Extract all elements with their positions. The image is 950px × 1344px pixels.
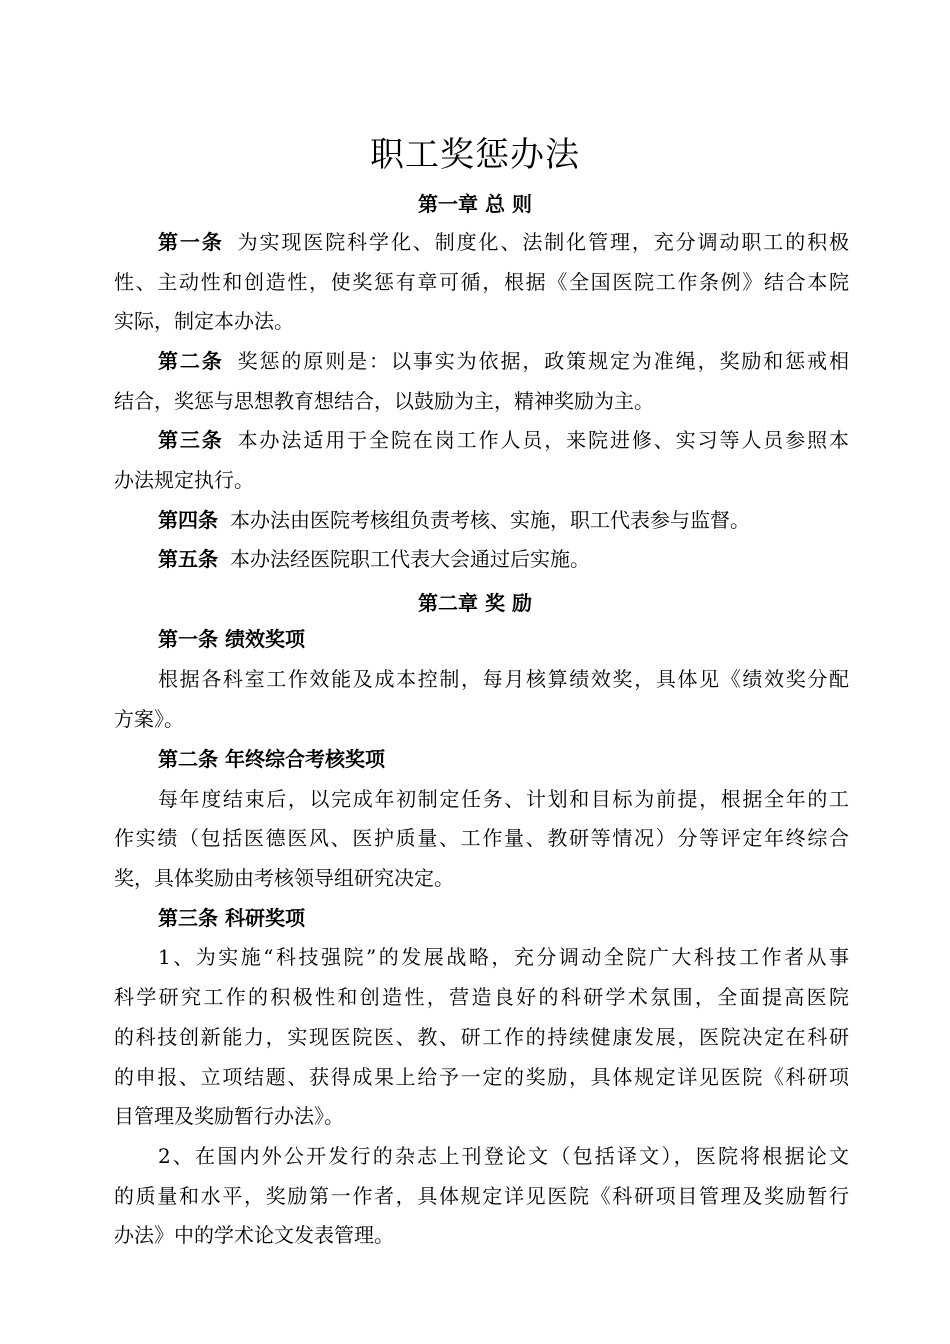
reward-1-line-2: 方案》。 <box>114 707 184 731</box>
reward-2-line-2: 作实绩（包括医德医风、医护质量、工作量、教研等情况）分等评定年终综合 <box>114 826 849 850</box>
reward-3-para-1-line-4: 的申报、立项结题、获得成果上给予一定的奖励，具体规定详见医院《科研项 <box>114 1065 849 1089</box>
reward-3-para-1-line-3: 的科技创新能力，实现医院医、教、研工作的持续健康发展，医院决定在科研 <box>114 1025 849 1049</box>
article-2-text: 奖惩的原则是：以事实为依据，政策规定为准绳，奖励和惩戒相 <box>235 349 850 373</box>
reward-3-para-2-line-1: 2、在国内外公开发行的杂志上刊登论文（包括译文），医院将根据论文 <box>158 1144 849 1168</box>
reward-3-para-1-line-1: 1、为实施“科技强院”的发展战略，充分调动全院广大科技工作者从事 <box>158 945 849 969</box>
article-2-line-1 <box>158 347 849 375</box>
reward-2-line-3: 奖，具体奖励由考核领导组研究决定。 <box>114 866 454 890</box>
article-4-label: 第四条 <box>158 508 218 532</box>
article-1-label: 第一条 <box>158 230 224 254</box>
article-4-line-1 <box>158 506 849 534</box>
document-title: 职工奖惩办法 <box>370 135 580 175</box>
reward-1-line-1: 根据各科室工作效能及成本控制，每月核算绩效奖，具体见《绩效奖分配 <box>158 667 849 691</box>
article-3-line-2: 办法规定执行。 <box>114 468 254 492</box>
article-4-text: 本办法由医院考核组负责考核、实施，职工代表参与监督。 <box>230 508 750 532</box>
chapter-1-heading: 第一章 总 则 <box>418 192 532 216</box>
reward-3-para-1-line-2: 科学研究工作的积极性和创造性，营造良好的科研学术氛围，全面提高医院 <box>114 985 849 1009</box>
reward-3-para-2-line-3: 办法》中的学术论文发表管理。 <box>114 1223 394 1247</box>
chapter-2-heading: 第二章 奖 励 <box>418 591 532 615</box>
article-1-line-2: 性、主动性和创造性，使奖惩有章可循，根据《全国医院工作条例》结合本院 <box>114 270 849 294</box>
article-1-line-1 <box>158 228 849 256</box>
article-2-label: 第二条 <box>158 349 224 373</box>
reward-1-heading: 第一条 绩效奖项 <box>158 627 305 651</box>
reward-3-heading: 第三条 科研奖项 <box>158 906 305 930</box>
article-3-label: 第三条 <box>158 428 224 452</box>
reward-2-line-1: 每年度结束后，以完成年初制定任务、计划和目标为前提，根据全年的工 <box>158 787 849 811</box>
article-5-text: 本办法经医院职工代表大会通过后实施。 <box>230 547 590 571</box>
article-2-line-2: 结合，奖惩与思想教育想结合，以鼓励为主，精神奖励为主。 <box>114 389 654 413</box>
reward-2-heading: 第二条 年终综合考核奖项 <box>158 747 385 771</box>
reward-3-para-2-line-2: 的质量和水平，奖励第一作者，具体规定详见医院《科研项目管理及奖励暂行 <box>114 1184 849 1208</box>
article-1-text: 为实现医院科学化、制度化、法制化管理，充分调动职工的积极 <box>235 230 850 254</box>
article-5-line-1 <box>158 545 849 573</box>
article-3-text: 本办法适用于全院在岗工作人员，来院进修、实习等人员参照本 <box>235 428 850 452</box>
article-1-line-3: 实际，制定本办法。 <box>114 309 294 333</box>
article-3-line-1 <box>158 426 849 454</box>
reward-3-para-1-line-5: 目管理及奖励暂行办法》。 <box>114 1104 344 1128</box>
article-5-label: 第五条 <box>158 547 218 571</box>
